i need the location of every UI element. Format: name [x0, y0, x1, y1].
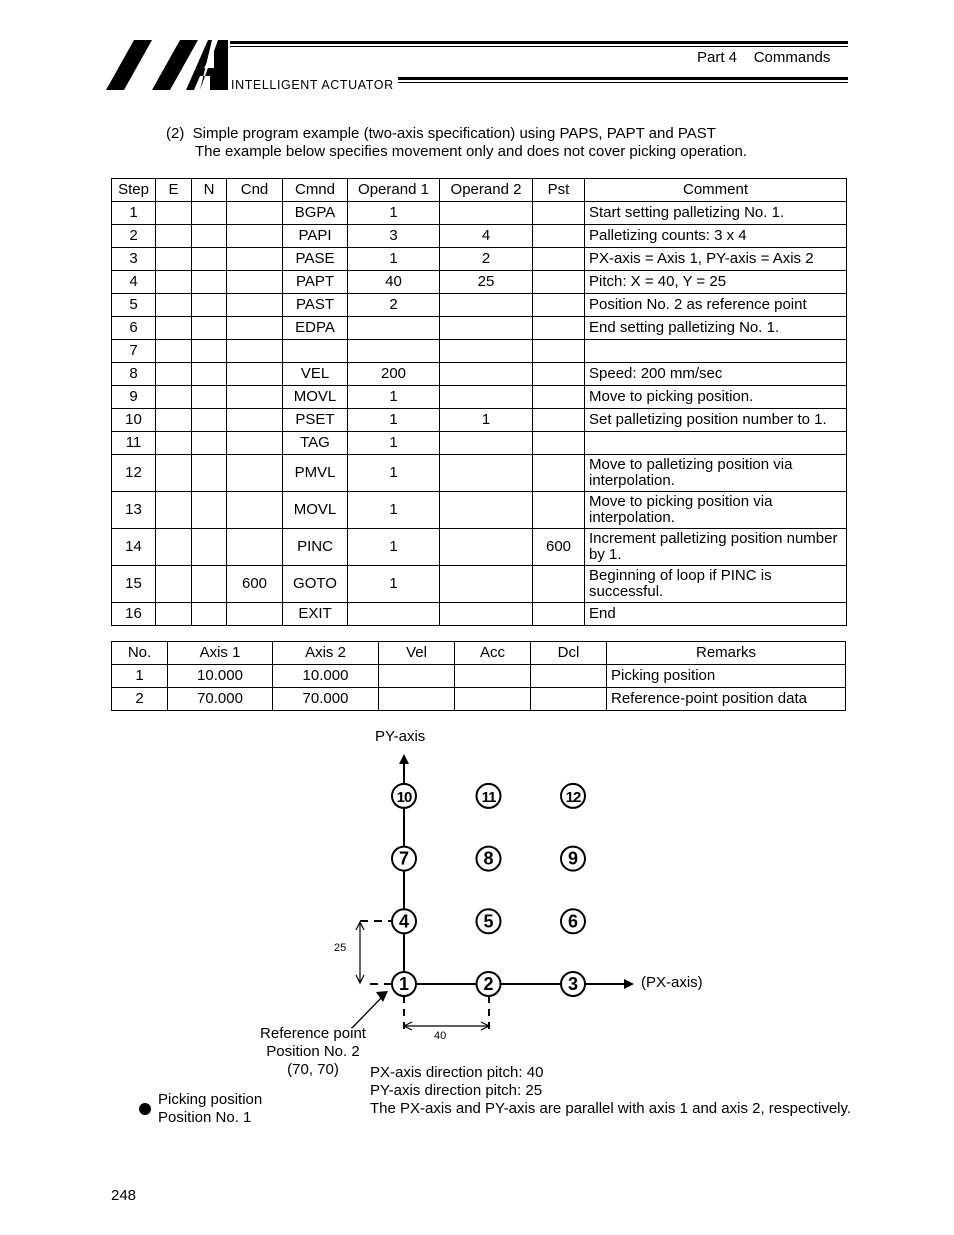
- cell-operand-2: 25: [440, 271, 533, 294]
- note-py-pitch: PY-axis direction pitch: 25: [370, 1082, 543, 1099]
- col-axis-2: Axis 2: [273, 642, 379, 665]
- picking-position-bullet: [139, 1103, 151, 1115]
- cell-operand-1: 1: [348, 455, 440, 492]
- cell-comment: Move to picking position via interpolation.: [585, 492, 847, 529]
- cell-axis-2: 70.000: [273, 688, 379, 711]
- note-px-pitch: PX-axis direction pitch: 40: [370, 1064, 544, 1081]
- position-marker-label: 6: [567, 911, 579, 932]
- reference-pointer: [352, 995, 384, 1028]
- cell-cmnd: PSET: [283, 409, 348, 432]
- cell-step: 15: [112, 566, 156, 603]
- cell-operand-2: 4: [440, 225, 533, 248]
- cell-no: 1: [112, 665, 168, 688]
- logo-tagline: INTELLIGENT ACTUATOR: [231, 78, 394, 92]
- cell-operand-1: 1: [348, 409, 440, 432]
- cell-comment: Set palletizing position number to 1.: [585, 409, 847, 432]
- position-marker-label: 3: [567, 974, 579, 994]
- cell-step: 7: [112, 340, 156, 363]
- header-section-title: Commands: [753, 49, 831, 66]
- cell-step: 6: [112, 317, 156, 340]
- cell-step: 2: [112, 225, 156, 248]
- position-marker: [392, 909, 416, 933]
- position-marker: [561, 784, 585, 808]
- cell-operand-1: 1: [348, 492, 440, 529]
- cell-operand-1: 3: [348, 225, 440, 248]
- col-vel: Vel: [379, 642, 455, 665]
- cell-operand-1: 1: [348, 386, 440, 409]
- position-marker-label: 11: [481, 788, 496, 806]
- cell-step: 8: [112, 363, 156, 386]
- cell-cmnd: TAG: [283, 432, 348, 455]
- cell-comment: Start setting palletizing No. 1.: [585, 202, 847, 225]
- cell-comment: Speed: 200 mm/sec: [585, 363, 847, 386]
- cell-cmnd: PAPI: [283, 225, 348, 248]
- cell-cmnd: PAST: [283, 294, 348, 317]
- px-axis-label: (PX-axis): [641, 974, 703, 991]
- cell-cmnd: EDPA: [283, 317, 348, 340]
- cell-step: 14: [112, 529, 156, 566]
- cell-step: 1: [112, 202, 156, 225]
- reference-point-line-3: (70, 70): [287, 1061, 339, 1078]
- col-e: E: [156, 179, 192, 202]
- position-marker-label: 10: [396, 788, 412, 806]
- header-part: Part 4: [697, 49, 738, 66]
- reference-point-label: [248, 1025, 378, 1079]
- col-cmnd: Cmnd: [283, 179, 348, 202]
- col-operand-1: Operand 1: [348, 179, 440, 202]
- cell-comment: Move to picking position.: [585, 386, 847, 409]
- col-n: N: [192, 179, 227, 202]
- cell-step: 4: [112, 271, 156, 294]
- position-marker-label: 8: [483, 848, 494, 869]
- picking-position-label: [158, 1091, 262, 1127]
- cell-operand-2: 2: [440, 248, 533, 271]
- cell-cmnd: EXIT: [283, 603, 348, 626]
- cell-step: 13: [112, 492, 156, 529]
- intro-line-2: The example below specifies movement only and does not cover picking operation.: [195, 143, 747, 160]
- cell-cnd: 600: [227, 566, 283, 603]
- cell-no: 2: [112, 688, 168, 711]
- position-marker: [477, 972, 501, 996]
- intro-line-1: (2) Simple program example (two-axis specification) using PAPS, PAPT and PAST: [166, 125, 716, 142]
- cell-comment: End setting palletizing No. 1.: [585, 317, 847, 340]
- position-marker-label: 2: [483, 974, 494, 994]
- cell-cmnd: PINC: [283, 529, 348, 566]
- cell-cmnd: GOTO: [283, 566, 348, 603]
- cell-step: 3: [112, 248, 156, 271]
- position-marker: [561, 847, 585, 871]
- cell-cmnd: MOVL: [283, 492, 348, 529]
- cell-operand-1: 40: [348, 271, 440, 294]
- col-step: Step: [112, 179, 156, 202]
- col-comment: Comment: [585, 179, 847, 202]
- cell-comment: End: [585, 603, 847, 626]
- picking-position-line-1: Picking position: [158, 1091, 263, 1108]
- col-no: No.: [112, 642, 168, 665]
- position-marker-label: 4: [398, 911, 410, 932]
- position-marker-label: 12: [565, 788, 581, 806]
- cell-step: 9: [112, 386, 156, 409]
- cell-step: 11: [112, 432, 156, 455]
- cell-comment: Move to palletizing position via interpolation.: [585, 455, 847, 492]
- cell-step: 12: [112, 455, 156, 492]
- cell-cmnd: VEL: [283, 363, 348, 386]
- cell-cmnd: PASE: [283, 248, 348, 271]
- position-marker-label: 1: [398, 974, 410, 994]
- col-remarks: Remarks: [607, 642, 846, 665]
- cell-remarks: Picking position: [607, 665, 846, 688]
- cell-operand-1: 1: [348, 202, 440, 225]
- position-marker: [392, 847, 416, 871]
- col-axis-1: Axis 1: [168, 642, 273, 665]
- col-cnd: Cnd: [227, 179, 283, 202]
- cell-comment: Pitch: X = 40, Y = 25: [585, 271, 847, 294]
- position-marker: [392, 972, 416, 996]
- cell-pst: 600: [533, 529, 585, 566]
- diagram-notes: [370, 1064, 851, 1118]
- py-axis-label: PY-axis: [375, 728, 426, 745]
- col-acc: Acc: [455, 642, 531, 665]
- position-marker: [392, 784, 416, 808]
- reference-point-line-2: Position No. 2: [266, 1043, 360, 1060]
- position-marker-label: 7: [398, 848, 410, 869]
- picking-position-line-2: Position No. 1: [158, 1109, 252, 1126]
- col-operand-2: Operand 2: [440, 179, 533, 202]
- cell-operand-2: 1: [440, 409, 533, 432]
- cell-operand-1: 1: [348, 248, 440, 271]
- cell-axis-1: 10.000: [168, 665, 273, 688]
- cell-axis-1: 70.000: [168, 688, 273, 711]
- cell-operand-1: 200: [348, 363, 440, 386]
- reference-point-line-1: Reference point: [260, 1025, 366, 1042]
- cell-cmnd: BGPA: [283, 202, 348, 225]
- position-marker-label: 5: [483, 911, 494, 932]
- position-marker: [561, 972, 585, 996]
- position-marker: [477, 847, 501, 871]
- cell-cmnd: PAPT: [283, 271, 348, 294]
- note-axis-parallel: The PX-axis and PY-axis are parallel with axis 1 and axis 2, respectively.: [370, 1100, 852, 1117]
- cell-operand-1: 1: [348, 432, 440, 455]
- cell-step: 16: [112, 603, 156, 626]
- cell-comment: Palletizing counts: 3 x 4: [585, 225, 847, 248]
- page-number: 248: [111, 1187, 137, 1204]
- cell-operand-1: 1: [348, 566, 440, 603]
- cell-step: 5: [112, 294, 156, 317]
- cell-comment: Increment palletizing position number by 1.: [585, 529, 847, 566]
- cell-axis-2: 10.000: [273, 665, 379, 688]
- position-marker: [477, 909, 501, 933]
- cell-comment: Position No. 2 as reference point: [585, 294, 847, 317]
- position-marker: [561, 909, 585, 933]
- pitch-y-label: 25: [334, 942, 347, 954]
- cell-remarks: Reference-point position data: [607, 688, 846, 711]
- col-dcl: Dcl: [531, 642, 607, 665]
- cell-cmnd: MOVL: [283, 386, 348, 409]
- cell-operand-1: 2: [348, 294, 440, 317]
- cell-step: 10: [112, 409, 156, 432]
- cell-operand-1: 1: [348, 529, 440, 566]
- position-marker-label: 9: [567, 848, 579, 869]
- position-marker: [477, 784, 501, 808]
- cell-cmnd: PMVL: [283, 455, 348, 492]
- pitch-x-label: 40: [434, 1030, 447, 1042]
- cell-comment: PX-axis = Axis 1, PY-axis = Axis 2: [585, 248, 847, 271]
- col-pst: Pst: [533, 179, 585, 202]
- cell-comment: Beginning of loop if PINC is successful.: [585, 566, 847, 603]
